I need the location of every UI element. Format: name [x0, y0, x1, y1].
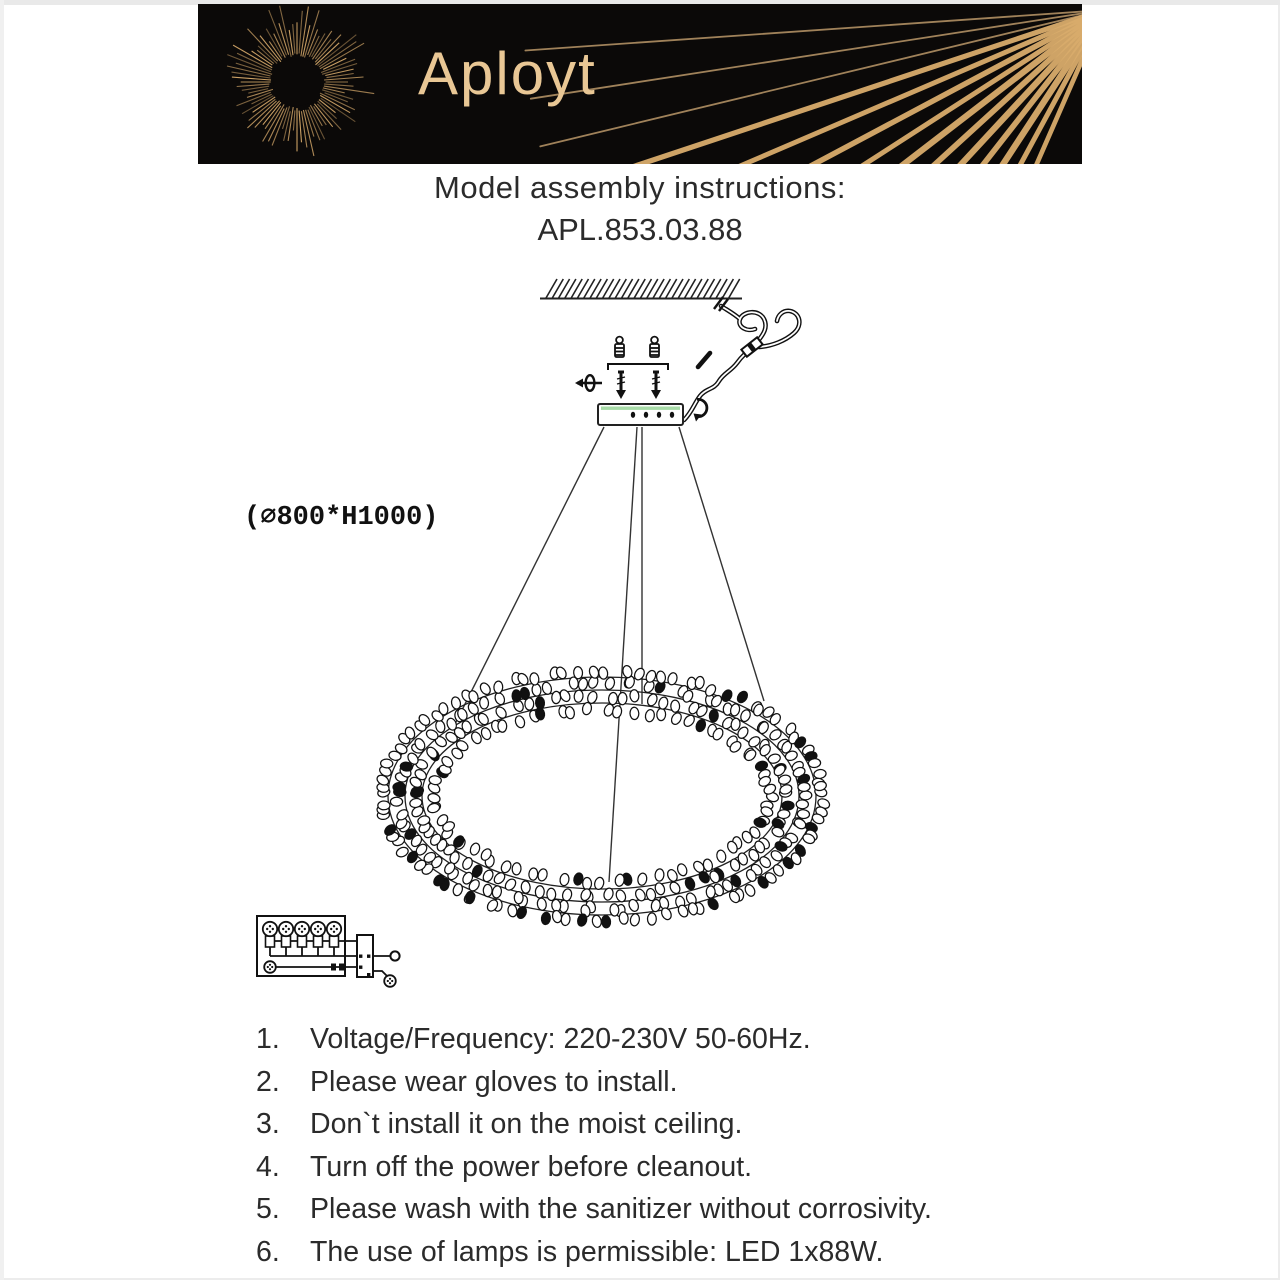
- item-number: 4.: [256, 1150, 280, 1183]
- dimensions-label: (∅800*H1000): [244, 503, 439, 533]
- wall-anchors: [615, 337, 659, 357]
- suspension-cables: [455, 427, 764, 882]
- power-cable: [684, 297, 799, 420]
- item-number: 2.: [256, 1065, 280, 1098]
- instructions-list: [256, 1023, 1096, 1278]
- item-text: Don`t install it on the moist ceiling.: [310, 1108, 743, 1140]
- model-code: APL.853.03.88: [537, 212, 743, 247]
- bracket-line: [608, 364, 668, 370]
- ceiling-hatch: [540, 279, 742, 299]
- item-text: The use of lamps is permissible: LED 1x88W.: [310, 1235, 884, 1268]
- list-item: [256, 1193, 1096, 1226]
- list-item: [256, 1108, 1096, 1141]
- item-text: Please wear gloves to install.: [310, 1065, 678, 1098]
- chandelier-ring: [375, 665, 831, 929]
- mounting-screws: [616, 371, 661, 400]
- list-item: [256, 1066, 1096, 1099]
- brand-wordmark: Aployt: [418, 40, 597, 107]
- plate-led-strip: [601, 407, 680, 410]
- wiring-diagram: [257, 916, 400, 987]
- cable-connector: [741, 337, 762, 356]
- rotate-phi-icon: [575, 375, 602, 391]
- ceiling-plate: [598, 404, 683, 425]
- list-item: [256, 1236, 1096, 1269]
- item-text: Voltage/Frequency: 220-230V 50-60Hz.: [310, 1023, 811, 1055]
- item-number: 1.: [256, 1023, 280, 1055]
- list-item: [256, 1023, 1096, 1056]
- cable-pin: [698, 353, 710, 367]
- item-text: Turn off the power before cleanout.: [310, 1150, 753, 1183]
- item-number: 6.: [256, 1235, 280, 1268]
- list-item: [256, 1151, 1096, 1184]
- item-text: Please wash with the sanitizer without corrosivity.: [310, 1193, 932, 1225]
- item-number: 5.: [256, 1193, 280, 1225]
- item-number: 3.: [256, 1108, 280, 1140]
- wire-end-loop: [390, 951, 399, 960]
- page-title: Model assembly instructions:: [434, 170, 846, 205]
